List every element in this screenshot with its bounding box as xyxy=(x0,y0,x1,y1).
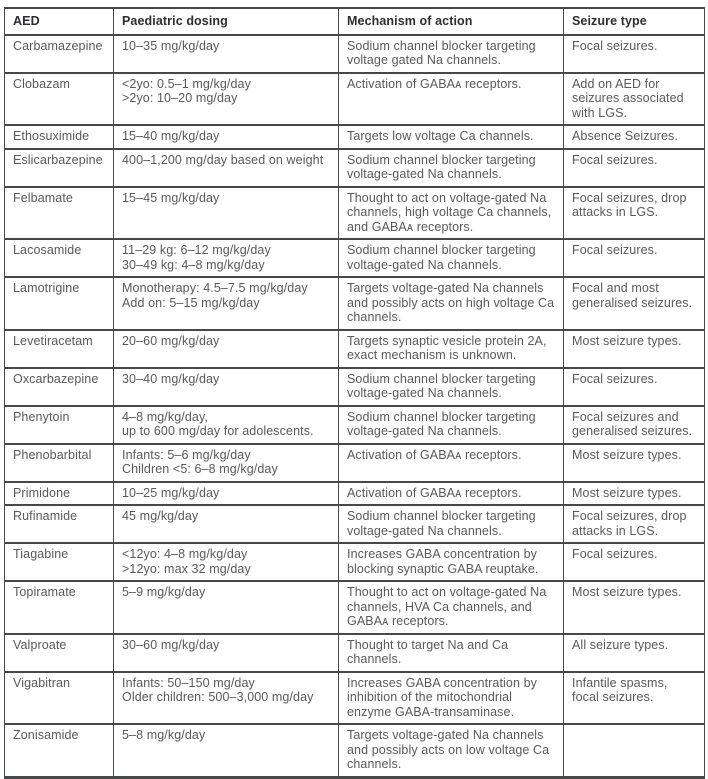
seizure-cell: All seizure types. xyxy=(564,634,705,672)
dosing-cell xyxy=(114,543,339,581)
aed-cell: Phenytoin xyxy=(5,406,114,444)
mechanism-cell: Sodium channel blocker targeting voltage-gated Na channels. xyxy=(339,149,564,187)
seizure-cell xyxy=(564,724,705,777)
table-row xyxy=(5,543,705,581)
table-row xyxy=(5,125,705,149)
dosing-cell xyxy=(114,125,339,149)
dosing-line-2: Add on: 5–15 mg/kg/day xyxy=(122,295,260,310)
seizure-cell: Focal and most generalised seizures. xyxy=(564,277,705,330)
table-row xyxy=(5,581,705,634)
dosing-cell xyxy=(114,505,339,543)
aed-dosing-table xyxy=(4,7,705,779)
dosing-cell xyxy=(114,149,339,187)
table-row xyxy=(5,239,705,277)
aed-cell: Zonisamide xyxy=(5,724,114,777)
mechanism-cell: Thought to act on voltage-gated Na channels, HVA Ca channels, and GABAᴀ receptors. xyxy=(339,581,564,634)
table-row xyxy=(5,444,705,482)
aed-cell: Rufinamide xyxy=(5,505,114,543)
table-row xyxy=(5,73,705,126)
table-row xyxy=(5,368,705,406)
mechanism-cell: Activation of GABAᴀ receptors. xyxy=(339,73,564,126)
table-row xyxy=(5,35,705,73)
aed-cell: Phenobarbital xyxy=(5,444,114,482)
dosing-line-2: >12yo: max 32 mg/day xyxy=(122,561,251,576)
seizure-cell: Most seizure types. xyxy=(564,444,705,482)
mechanism-cell: Activation of GABAᴀ receptors. xyxy=(339,444,564,482)
aed-cell: Clobazam xyxy=(5,73,114,126)
table-row xyxy=(5,330,705,368)
dosing-cell xyxy=(114,482,339,506)
dosing-line-1: 4–8 mg/kg/day, xyxy=(122,409,208,424)
table-row xyxy=(5,187,705,240)
dosing-cell xyxy=(114,406,339,444)
dosing-line-1: <2yo: 0.5–1 mg/kg/day xyxy=(122,76,251,91)
dosing-line-1: 30–60 mg/kg/day xyxy=(122,637,220,652)
table-row xyxy=(5,672,705,725)
dosing-line-2: Older children: 500–3,000 mg/day xyxy=(122,690,314,704)
dosing-line-1: Infants: 50–150 mg/day xyxy=(122,675,255,690)
mechanism-cell: Thought to act on voltage-gated Na channels, high voltage Ca channels, and GABAᴀ receptors. xyxy=(339,187,564,240)
aed-cell: Lamotrigine xyxy=(5,277,114,330)
dosing-line-2: Children <5: 6–8 mg/kg/day xyxy=(122,462,278,476)
mechanism-cell: Targets low voltage Ca channels. xyxy=(339,125,564,149)
aed-cell: Vigabitran xyxy=(5,672,114,725)
aed-cell: Felbamate xyxy=(5,187,114,240)
dosing-cell xyxy=(114,277,339,330)
dosing-cell xyxy=(114,239,339,277)
column-header-seizure-type: Seizure type xyxy=(564,8,705,35)
dosing-line-1: 30–40 mg/kg/day xyxy=(122,371,220,386)
aed-cell: Tiagabine xyxy=(5,543,114,581)
dosing-line-1: 15–40 mg/kg/day xyxy=(122,129,220,143)
dosing-cell xyxy=(114,634,339,672)
dosing-line-2: >2yo: 10–20 mg/day xyxy=(122,91,238,105)
dosing-cell xyxy=(114,330,339,368)
column-header-aed: AED xyxy=(5,8,114,35)
mechanism-cell: Targets synaptic vesicle protein 2A, exact mechanism is unknown. xyxy=(339,330,564,368)
mechanism-cell: Activation of GABAᴀ receptors. xyxy=(339,482,564,506)
mechanism-cell: Sodium channel blocker targeting voltage-gated Na channels. xyxy=(339,368,564,406)
dosing-line-1: 11–29 kg: 6–12 mg/kg/day xyxy=(122,243,271,257)
aed-cell: Oxcarbazepine xyxy=(5,368,114,406)
aed-cell: Eslicarbazepine xyxy=(5,149,114,187)
table-row xyxy=(5,406,705,444)
dosing-cell xyxy=(114,444,339,482)
seizure-cell: Focal seizures, drop attacks in LGS. xyxy=(564,187,705,240)
table-header-row xyxy=(5,8,705,35)
table-row xyxy=(5,634,705,672)
dosing-cell xyxy=(114,73,339,126)
seizure-cell: Focal seizures. xyxy=(564,368,705,406)
dosing-line-1: 15–45 mg/kg/day xyxy=(122,190,220,205)
table-row xyxy=(5,724,705,777)
aed-cell: Lacosamide xyxy=(5,239,114,277)
aed-cell: Ethosuximide xyxy=(5,125,114,149)
seizure-cell: Most seizure types. xyxy=(564,330,705,368)
column-header-mechanism-of-action: Mechanism of action xyxy=(339,8,564,35)
aed-cell: Valproate xyxy=(5,634,114,672)
seizure-cell: Focal seizures and generalised seizures. xyxy=(564,406,705,444)
dosing-line-2: 30–49 kg: 4–8 mg/kg/day xyxy=(122,257,265,272)
seizure-cell: Focal seizures. xyxy=(564,35,705,73)
seizure-cell: Most seizure types. xyxy=(564,581,705,634)
dosing-cell xyxy=(114,724,339,777)
mechanism-cell: Increases GABA concentration by blocking synaptic GABA reuptake. xyxy=(339,543,564,581)
mechanism-cell: Thought to target Na and Ca channels. xyxy=(339,634,564,672)
seizure-cell: Most seizure types. xyxy=(564,482,705,506)
table-row xyxy=(5,505,705,543)
seizure-cell: Focal seizures. xyxy=(564,543,705,581)
dosing-line-1: 10–25 mg/kg/day xyxy=(122,485,220,500)
seizure-cell: Focal seizures. xyxy=(564,239,705,277)
dosing-line-1: 45 mg/kg/day xyxy=(122,509,199,523)
mechanism-cell: Sodium channel blocker targeting voltage-gated Na channels. xyxy=(339,406,564,444)
dosing-cell xyxy=(114,581,339,634)
dosing-line-1: 400–1,200 mg/day based on weight xyxy=(122,152,324,167)
mechanism-cell: Sodium channel blocker targeting voltage-gated Na channels. xyxy=(339,505,564,543)
dosing-line-2: up to 600 mg/day for adolescents. xyxy=(122,424,314,438)
mechanism-cell: Sodium channel blocker targeting voltage gated Na channels. xyxy=(339,35,564,73)
mechanism-cell: Targets voltage-gated Na channels and possibly acts on low voltage Ca channels. xyxy=(339,724,564,777)
mechanism-cell: Sodium channel blocker targeting voltage-gated Na channels. xyxy=(339,239,564,277)
seizure-cell: Focal seizures. xyxy=(564,149,705,187)
dosing-cell xyxy=(114,187,339,240)
table-row xyxy=(5,277,705,330)
seizure-cell: Infantile spasms, focal seizures. xyxy=(564,672,705,725)
table-row xyxy=(5,482,705,506)
seizure-cell: Absence Seizures. xyxy=(564,125,705,149)
dosing-line-1: 10–35 mg/kg/day xyxy=(122,38,220,53)
mechanism-cell: Increases GABA concentration by inhibition of the mitochondrial enzyme GABA-transaminase. xyxy=(339,672,564,725)
dosing-cell xyxy=(114,368,339,406)
dosing-line-1: Infants: 5–6 mg/kg/day xyxy=(122,447,251,462)
table-row xyxy=(5,149,705,187)
column-header-paediatric-dosing: Paediatric dosing xyxy=(114,8,339,35)
dosing-cell xyxy=(114,672,339,725)
dosing-line-1: 20–60 mg/kg/day xyxy=(122,333,220,348)
seizure-cell: Add on AED for seizures associated with LGS. xyxy=(564,73,705,126)
dosing-line-1: 5–8 mg/kg/day xyxy=(122,728,206,742)
dosing-cell xyxy=(114,35,339,73)
aed-cell: Levetiracetam xyxy=(5,330,114,368)
seizure-cell: Focal seizures, drop attacks in LGS. xyxy=(564,505,705,543)
dosing-line-1: 5–9 mg/kg/day xyxy=(122,585,206,599)
aed-cell: Primidone xyxy=(5,482,114,506)
mechanism-cell: Targets voltage-gated Na channels and possibly acts on high voltage Ca channels. xyxy=(339,277,564,330)
dosing-line-1: <12yo: 4–8 mg/kg/day xyxy=(122,547,248,561)
aed-cell: Carbamazepine xyxy=(5,35,114,73)
aed-cell: Topiramate xyxy=(5,581,114,634)
dosing-line-1: Monotherapy: 4.5–7.5 mg/kg/day xyxy=(122,281,308,295)
